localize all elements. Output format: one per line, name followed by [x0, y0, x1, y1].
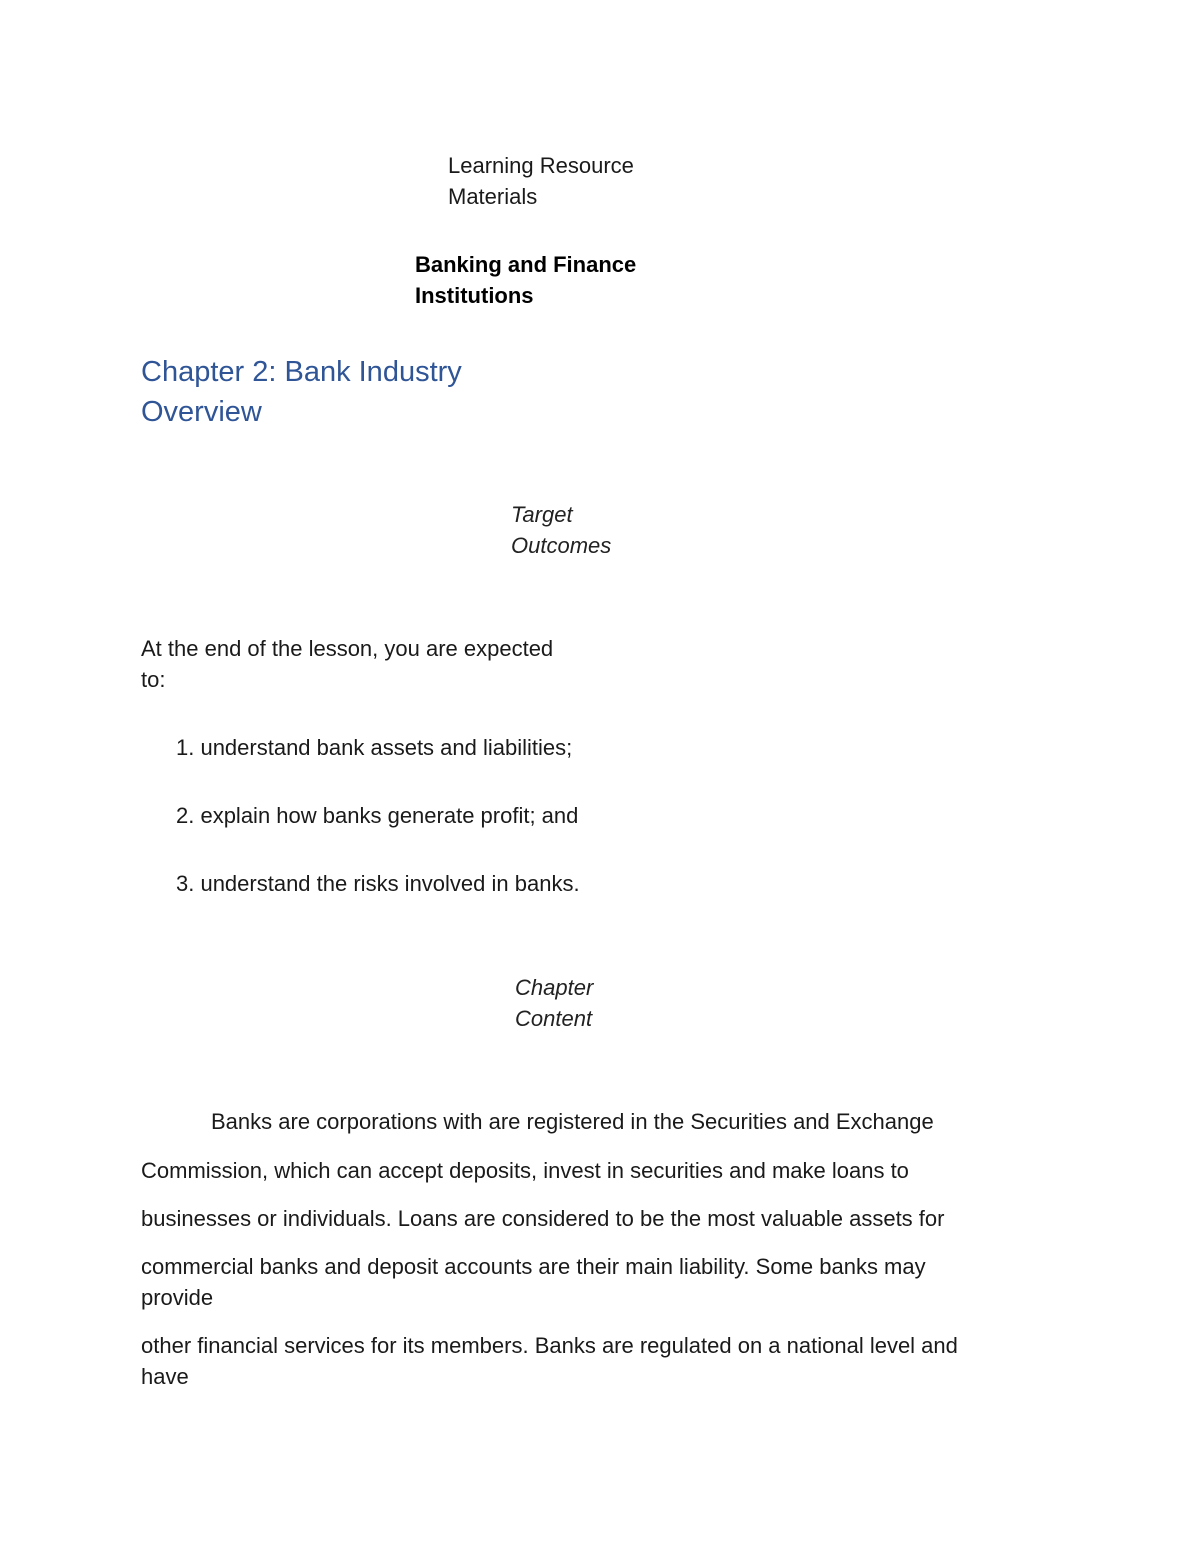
- chapter-content-heading-line1: Chapter: [515, 975, 594, 1000]
- subject-title-line2: Institutions: [415, 283, 534, 308]
- outcomes-intro-line1: At the end of the lesson, you are expected: [141, 636, 554, 661]
- resource-label-line1: Learning Resource: [448, 153, 634, 178]
- resource-label-line2: Materials: [448, 184, 538, 209]
- content-paragraph-line: businesses or individuals. Loans are considered to be the most valuable assets for: [141, 1206, 945, 1231]
- chapter-content-heading-line2: Content: [515, 1006, 593, 1031]
- content-paragraph-line: provide: [141, 1285, 214, 1310]
- chapter-title: [141, 352, 462, 432]
- outcome-list-item: 2. explain how banks generate profit; and: [176, 803, 579, 828]
- chapter-title-line2: Overview: [141, 396, 262, 428]
- outcomes-intro-line2: to:: [141, 667, 166, 692]
- content-paragraph-line: have: [141, 1364, 189, 1389]
- subject-title-line1: Banking and Finance: [415, 252, 637, 277]
- chapter-title-line1: Chapter 2: Bank Industry: [141, 356, 462, 388]
- target-outcomes-heading-line1: Target: [511, 502, 573, 527]
- content-paragraph-line: other financial services for its members. Banks are regulated on a national level and: [141, 1333, 958, 1358]
- content-paragraph-line: Banks are corporations with are registered in the Securities and Exchange: [211, 1109, 934, 1134]
- outcome-list-item: 3. understand the risks involved in banks.: [176, 871, 580, 896]
- content-paragraph-line: Commission, which can accept deposits, invest in securities and make loans to: [141, 1158, 909, 1183]
- target-outcomes-heading-line2: Outcomes: [511, 533, 612, 558]
- content-paragraph-line: commercial banks and deposit accounts are their main liability. Some banks may: [141, 1254, 926, 1279]
- outcome-list-item: 1. understand bank assets and liabilities;: [176, 735, 573, 760]
